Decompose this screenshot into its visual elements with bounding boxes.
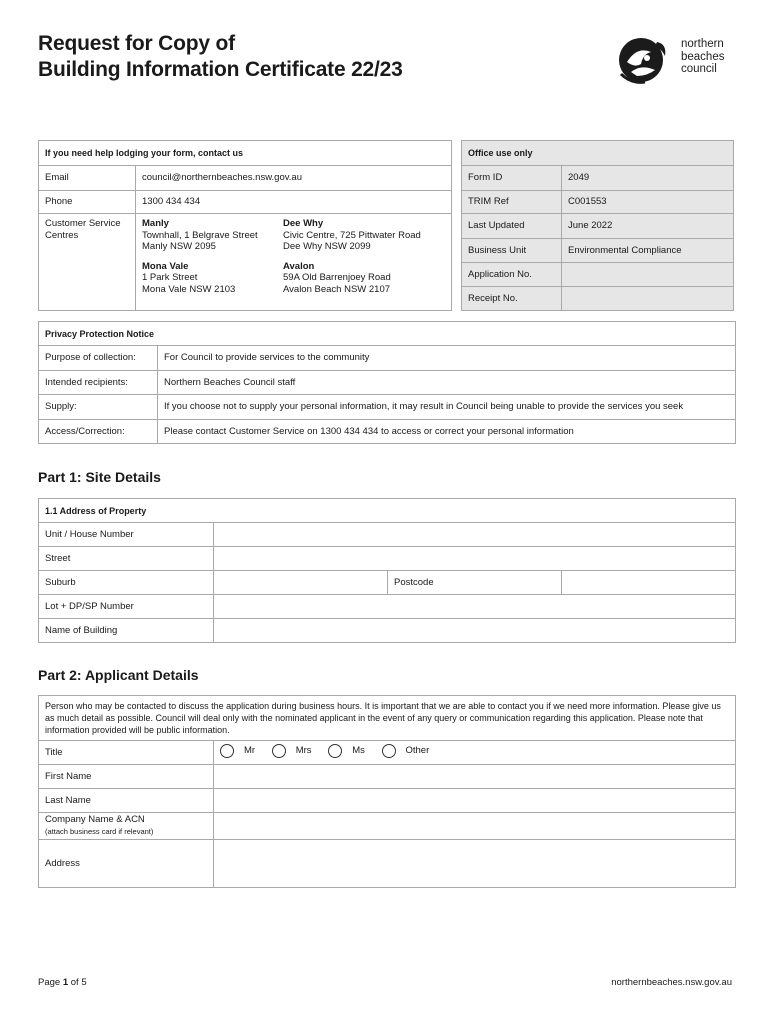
last-name-label: Last Name [39, 789, 214, 813]
centre-manly: Manly Townhall, 1 Belgrave Street Manly NSW 2095 [142, 218, 258, 252]
applicant-intro: Person who may be contacted to discuss the application during business hours. It is important that we are able to contact you if we need more information. Please give us as much detail as possible. Council will deal only with the nominated applicant in the event of any query or communication regarding this application. Please note that information provided will be public information. [39, 696, 736, 741]
address-input[interactable] [214, 840, 736, 888]
postcode-label: Postcode [388, 571, 562, 595]
privacy-value: Please contact Customer Service on 1300 434 434 to access or correct your personal information [158, 420, 736, 444]
unit-label: Unit / House Number [39, 523, 214, 547]
applicant-details-table [38, 695, 736, 888]
title-label: Title [39, 741, 214, 765]
office-label: TRIM Ref [462, 191, 562, 214]
privacy-label: Intended recipients: [39, 371, 158, 395]
company-label: Company Name & ACN (attach business card if relevant) [39, 813, 214, 840]
page-title [38, 31, 403, 83]
logo-text: northern beaches council [681, 38, 725, 75]
address-label: Address [39, 840, 214, 888]
centre-mona-vale: Mona Vale 1 Park Street Mona Vale NSW 2103 [142, 260, 236, 295]
suburb-label: Suburb [39, 571, 214, 595]
office-label: Application No. [462, 263, 562, 287]
centre-avalon: Avalon 59A Old Barrenjoey Road Avalon Beach NSW 2107 [283, 260, 391, 295]
title-radio-ms[interactable]: Ms [328, 744, 365, 758]
office-heading: Office use only [462, 141, 734, 166]
title-line-2: Building Information Certificate 22/23 [38, 58, 403, 81]
site-details-table [38, 498, 736, 643]
office-label: Receipt No. [462, 287, 562, 311]
radio-circle-icon [328, 744, 342, 758]
office-value: Environmental Compliance [562, 239, 734, 263]
privacy-heading: Privacy Protection Notice [39, 322, 736, 346]
centre-dee-why: Dee Why Civic Centre, 725 Pittwater Road Dee Why NSW 2099 [283, 218, 421, 252]
office-value: C001553 [562, 191, 734, 214]
radio-circle-icon [220, 744, 234, 758]
receipt-no-field [562, 287, 734, 311]
privacy-value: Northern Beaches Council staff [158, 371, 736, 395]
title-radio-other[interactable]: Other [382, 744, 430, 758]
office-label: Business Unit [462, 239, 562, 263]
privacy-notice-table [38, 321, 736, 444]
footer-website[interactable]: northernbeaches.nsw.gov.au [611, 977, 732, 988]
email-label: Email [39, 166, 136, 191]
company-input[interactable] [214, 813, 736, 840]
office-label: Form ID [462, 166, 562, 191]
phone-label: Phone [39, 191, 136, 214]
lot-label: Lot + DP/SP Number [39, 595, 214, 619]
office-label: Last Updated [462, 214, 562, 239]
title-options [214, 741, 736, 765]
council-logo-icon [617, 34, 673, 86]
first-name-input[interactable] [214, 765, 736, 789]
privacy-value: For Council to provide services to the community [158, 346, 736, 371]
building-input[interactable] [214, 619, 736, 643]
help-contact-table [38, 140, 452, 311]
street-label: Street [39, 547, 214, 571]
lot-input[interactable] [214, 595, 736, 619]
radio-circle-icon [272, 744, 286, 758]
centres-list [136, 214, 452, 311]
office-value: 2049 [562, 166, 734, 191]
help-heading: If you need help lodging your form, contact us [39, 141, 452, 166]
last-name-input[interactable] [214, 789, 736, 813]
part2-heading: Part 2: Applicant Details [38, 667, 199, 683]
postcode-input[interactable] [562, 571, 736, 595]
building-label: Name of Building [39, 619, 214, 643]
centres-label: Customer Service Centres [39, 214, 136, 311]
street-input[interactable] [214, 547, 736, 571]
first-name-label: First Name [39, 765, 214, 789]
title-radio-mr[interactable]: Mr [220, 744, 255, 758]
office-value: June 2022 [562, 214, 734, 239]
phone-link[interactable]: 1300 434 434 [136, 191, 452, 214]
unit-input[interactable] [214, 523, 736, 547]
title-radio-mrs[interactable]: Mrs [272, 744, 312, 758]
privacy-label: Purpose of collection: [39, 346, 158, 371]
radio-circle-icon [382, 744, 396, 758]
email-link[interactable]: council@northernbeaches.nsw.gov.au [136, 166, 452, 191]
office-use-table [461, 140, 734, 311]
page-number: Page 1 of 5 [38, 977, 87, 988]
address-section-heading: 1.1 Address of Property [39, 499, 736, 523]
council-logo [617, 34, 737, 86]
privacy-value: If you choose not to supply your personal information, it may result in Council being unable to provide the services you seek [158, 395, 736, 420]
application-no-field [562, 263, 734, 287]
privacy-label: Supply: [39, 395, 158, 420]
title-line-1: Request for Copy of [38, 32, 235, 55]
suburb-input[interactable] [214, 571, 388, 595]
privacy-label: Access/Correction: [39, 420, 158, 444]
part1-heading: Part 1: Site Details [38, 469, 161, 485]
